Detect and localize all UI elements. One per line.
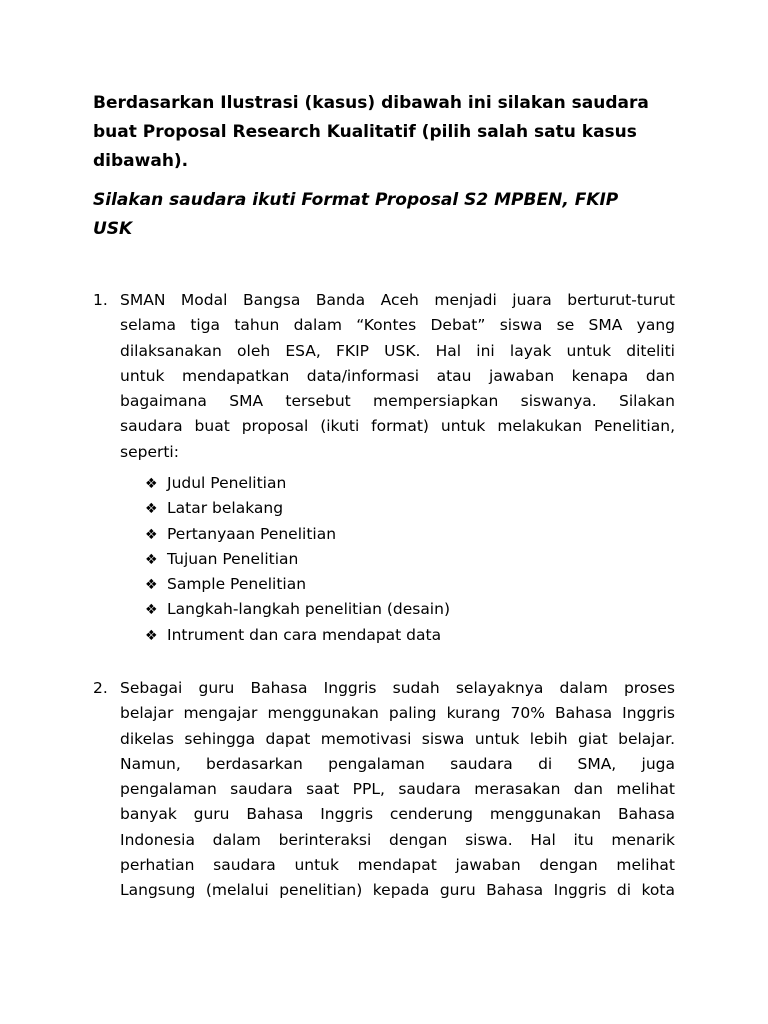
item-paragraph [120,288,675,465]
item-number: 1. [93,291,108,309]
diamond-bullet-icon: ❖ [145,577,158,594]
proposal-format-list [145,471,450,648]
list-item [145,522,450,547]
paragraph-line: selama tiga tahun dalam “Kontes Debat” siswa se SMA yang [120,316,675,335]
list-item-label: Sample Penelitian [167,575,307,594]
list-item [145,572,450,597]
list-item [145,471,450,496]
paragraph-line: perhatian saudara untuk mendapat jawaban dengan melihat [120,856,675,875]
item-number: 2. [93,679,108,697]
paragraph-line: Indonesia dalam berinteraksi dengan siswa. Hal itu menarik [120,830,675,849]
diamond-bullet-icon: ❖ [145,627,158,644]
paragraph-line: dilaksanakan oleh ESA, FKIP USK. Hal ini layak untuk diteliti [120,341,675,360]
diamond-bullet-icon: ❖ [145,551,158,568]
paragraph-line: untuk mendapatkan data/informasi atau jawaban kenapa dan [120,366,675,385]
paragraph-line: pengalaman saudara saat PPL, saudara merasakan dan melihat [120,780,675,799]
instruction-heading [93,89,675,176]
paragraph-line: dikelas sehingga dapat memotivasi siswa untuk lebih giat belajar. [120,729,675,748]
subheading-line: Silakan saudara ikuti Format Proposal S2 MPBEN, FKIP [93,190,619,210]
diamond-bullet-icon: ❖ [145,501,158,518]
paragraph-line: belajar mengajar menggunakan paling kurang 70% Bahasa Inggris [120,704,675,723]
list-item-label: Pertanyaan Penelitian [167,524,337,543]
list-item-label: Latar belakang [167,499,284,518]
paragraph-line: banyak guru Bahasa Inggris cenderung menggunakan Bahasa [120,805,675,824]
paragraph-line: SMAN Modal Bangsa Banda Aceh menjadi juara berturut-turut [120,291,675,309]
list-item-label: Tujuan Penelitian [167,549,299,568]
paragraph-line: saudara buat proposal (ikuti format) untuk melakukan Penelitian, [120,417,675,436]
heading-line: Berdasarkan Ilustrasi (kasus) dibawah ini silakan saudara [93,93,649,113]
list-item-label: Judul Penelitian [167,474,287,492]
list-item [145,623,450,648]
list-item [145,496,450,521]
paragraph-line: Sebagai guru Bahasa Inggris sudah selayaknya dalam proses [120,679,675,697]
diamond-bullet-icon: ❖ [145,476,158,492]
paragraph-line: seperti: [120,442,179,461]
diamond-bullet-icon: ❖ [145,602,158,619]
heading-line: buat Proposal Research Kualitatif (pilih salah satu kasus [93,122,637,142]
list-item [145,597,450,622]
paragraph-line: bagaimana SMA tersebut mempersiapkan siswanya. Silakan [120,392,675,411]
format-subheading [93,186,675,244]
list-item-label: Langkah-langkah penelitian (desain) [167,600,450,619]
paragraph-line: Namun, berdasarkan pengalaman saudara di SMA, juga [120,754,675,773]
subheading-line: USK [93,219,133,239]
paragraph-line: Langsung (melalui penelitian) kepada guru Bahasa Inggris di kota [120,881,675,900]
list-item-label: Intrument dan cara mendapat data [167,625,442,644]
diamond-bullet-icon: ❖ [145,526,158,543]
list-item [145,547,450,572]
item-paragraph [120,676,675,904]
heading-line: dibawah). [93,151,189,171]
